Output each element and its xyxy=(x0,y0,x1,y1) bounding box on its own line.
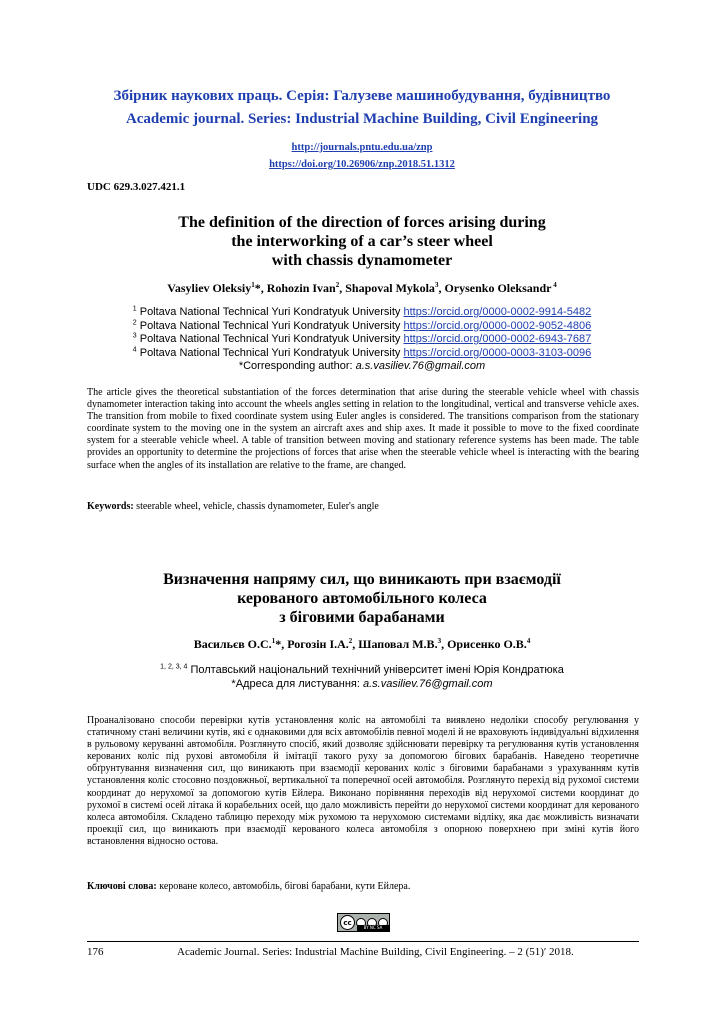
affiliation-line xyxy=(0,333,724,347)
affiliation-line xyxy=(0,306,724,320)
journal-url-link[interactable]: http://journals.pntu.edu.ua/znp xyxy=(291,142,433,153)
author-name: Orysenko Oleksandr xyxy=(444,281,552,295)
title-en-line: with chassis dynamometer xyxy=(271,252,453,269)
page-number: 176 xyxy=(87,946,104,958)
affiliation-uk xyxy=(0,664,724,691)
orcid-link[interactable]: https://orcid.org/0000-0002-9914-5482 xyxy=(403,306,592,318)
aff-num: 4 xyxy=(132,345,137,353)
footer-citation: Academic Journal. Series: Industrial Machine Building, Civil Engineering. – 2 (51)′ 2018. xyxy=(177,946,574,958)
author-sup: 4 xyxy=(551,281,557,289)
journal-title-uk: Збірник наукових праць. Серія: Галузеве машинобудування, будівництво xyxy=(113,88,611,104)
title-uk-line: з біговими барабанами xyxy=(279,609,445,626)
author-mark: , xyxy=(352,637,359,651)
aff-org: Poltava National Technical Yuri Kondratyuk University xyxy=(136,333,404,345)
aff-num: 2 xyxy=(132,318,137,326)
author-name: Шаповал М.В. xyxy=(358,637,438,651)
keywords-text: кероване колесо, автомобіль, бігові барабани, кути Ейлера. xyxy=(156,881,411,892)
author-name: Rohozin Ivan xyxy=(266,281,336,295)
aff-nums: 1, 2, 3, 4 xyxy=(160,663,188,671)
author-mark: , xyxy=(339,281,346,295)
author-name: Shapoval Mykola xyxy=(345,281,435,295)
title-uk-line: Визначення напряму сил, що виникають при взаємодії xyxy=(163,571,561,588)
authors-uk xyxy=(0,637,724,651)
author-mark: , xyxy=(441,637,448,651)
author-name: Васильєв О.С. xyxy=(193,637,272,651)
author-mark: *, xyxy=(275,637,288,651)
abstract-uk: Проаналізовано способи перевірки кутів установлення коліс на автомобілі та виявлено недоліки способу регулювання у статичному стані величини кутів, які є однаковими для всіх автомобілів певної моделі й не враховують індивідуальні відхилення в рульовому керуванні автомобіля. Розглянуто спосіб, який дозволяє здійснювати перевірку та регулювання кутів установлення керованих коліс під рухові автомобіля й імітації такого руху за допомогою бігових барабанів. Наведено теоретичне обґрунтування визначення сил, що виникають при взаємодії керованих коліс з біговими барабанами з урахуванням кутів установлення коліс стосовно поздовжньої, вертикальної та поперечної осей автомобіля. Розглянуто перехід від рухомої системи координат до нерухомої за допомогою кутів Ейлера. Виконано порівняння переходів від нерухомої системи координат до рухомої в системі осей літака й корабельних осей, що дало можливість перейти до нерухомої системи координат для керованого колеса автомобіля. Складено таблицю переходу між рухомою та нерухомою системами відліку, яка дає можливість визначати проекції сил, що виникають при взаємодії керованого колеса автомобіля з опорною поверхнею при зміні кутів його встановлення відносно остова. xyxy=(87,715,639,847)
author-sup: 1 xyxy=(271,637,276,645)
corresponding-author xyxy=(0,678,724,692)
aff-org: Poltava National Technical Yuri Kondratyuk University xyxy=(136,306,404,318)
keywords-en xyxy=(87,501,639,513)
author-sup: 2 xyxy=(348,637,353,645)
orcid-link[interactable]: https://orcid.org/0000-0002-6943-7687 xyxy=(403,333,592,345)
title-en-line: The definition of the direction of forces arising during xyxy=(178,214,546,231)
keywords-label: Ключові слова: xyxy=(87,881,157,892)
corresponding-email[interactable]: a.s.vasiliev.76@gmail.com xyxy=(355,360,486,372)
corresponding-email[interactable]: a.s.vasiliev.76@gmail.com xyxy=(363,677,493,690)
corresponding-label: *Адреса для листування: xyxy=(231,677,363,690)
affiliations-en xyxy=(0,306,724,374)
footer-divider xyxy=(87,941,639,942)
author-name: Vasyliev Oleksiy xyxy=(167,281,252,295)
author-mark: , xyxy=(438,281,445,295)
corresponding-author xyxy=(0,360,724,374)
article-title-en xyxy=(0,213,724,270)
author-mark: *, xyxy=(254,281,267,295)
orcid-link[interactable]: https://orcid.org/0000-0002-9052-4806 xyxy=(403,319,592,332)
affiliation-line xyxy=(0,664,724,678)
authors-en xyxy=(0,281,724,295)
abstract-en: The article gives the theoretical substantiation of the forces determination that arise during the steerable vehicle wheel with chassis dynamometer interaction taking into account the wheels angles setting in relation to the longitudinal, vertical and transverse vehicle axes. The transition from mobile to fixed coordinate system using Euler angles is considered. The transitions comparison from the stationary coordinate system to the moving one in the system an aircraft axes and ship axes. It made it possible to move to the fixed coordinate system for a steerable vehicle wheel. A table of transition between moving and stationary reference systems has been made. The table provides an opportunity to determine the projections of forces that arise when the steerable vehicle wheel is interacting with the bearing surface when the angles of its installation are relative to the frame, are changed. xyxy=(87,387,639,471)
aff-org: Poltava National Technical Yuri Kondratyuk University xyxy=(136,319,404,332)
title-uk-line: керованого автомобільного колеса xyxy=(237,590,487,607)
corresponding-label: *Corresponding author: xyxy=(238,360,356,372)
doi-row xyxy=(0,156,724,171)
orcid-link[interactable]: https://orcid.org/0000-0003-3103-0096 xyxy=(403,346,592,359)
author-sup: 4 xyxy=(526,637,531,645)
journal-url-row xyxy=(0,139,724,154)
affiliation-line xyxy=(0,320,724,334)
udc-code: UDC 629.3.027.421.1 xyxy=(87,181,186,193)
author-sup: 3 xyxy=(437,637,442,645)
author-sup: 3 xyxy=(434,281,439,289)
cc-icon: cc xyxy=(340,915,355,930)
author-sup: 2 xyxy=(335,281,340,289)
aff-org: Полтавський національний технічний університет імені Юрія Кондратюка xyxy=(187,664,564,676)
keywords-text: steerable wheel, vehicle, chassis dynamometer, Euler's angle xyxy=(133,501,379,512)
aff-num: 1 xyxy=(132,305,137,313)
journal-title-en: Academic journal. Series: Industrial Machine Building, Civil Engineering xyxy=(125,111,599,127)
author-name: Рогозін І.А. xyxy=(287,637,349,651)
aff-num: 3 xyxy=(132,332,137,340)
keywords-uk xyxy=(87,881,639,893)
aff-org: Poltava National Technical Yuri Kondratyuk University xyxy=(136,346,404,359)
author-name: Орисенко О.В. xyxy=(447,637,527,651)
keywords-label: Keywords: xyxy=(87,501,134,512)
cc-license-badge[interactable] xyxy=(337,913,390,932)
author-sup: 1 xyxy=(251,281,255,289)
doi-link[interactable]: https://doi.org/10.26906/znp.2018.51.1312 xyxy=(269,159,455,170)
article-title-uk xyxy=(0,570,724,627)
title-en-line: the interworking of a car’s steer wheel xyxy=(231,233,493,250)
cc-badge-text: BY NC SA xyxy=(357,925,389,931)
affiliation-line xyxy=(0,347,724,361)
